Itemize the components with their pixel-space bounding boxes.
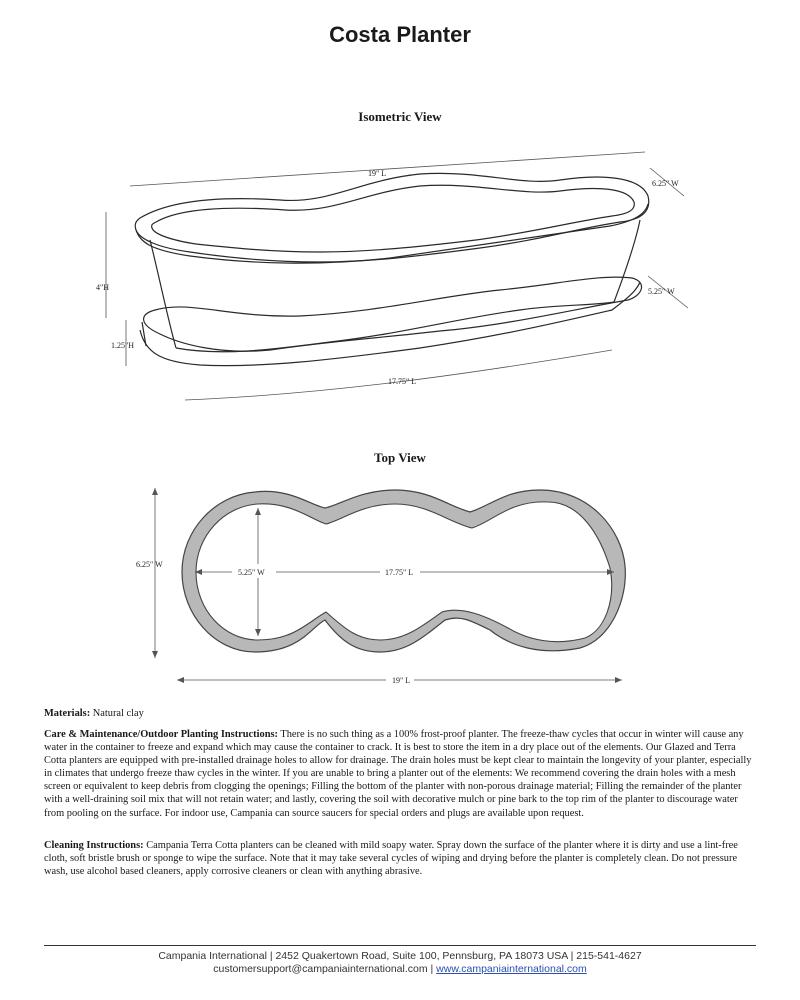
materials-text: Natural clay — [90, 708, 144, 719]
dim-inner-width: 5.25" W — [238, 568, 265, 577]
care-paragraph — [44, 728, 760, 820]
dim-outer-length: 19" L — [392, 676, 411, 685]
materials-paragraph — [44, 707, 760, 720]
planter-inner-rim — [152, 185, 635, 252]
isometric-view-heading: Isometric View — [358, 109, 442, 124]
page-title: Costa Planter — [329, 22, 471, 47]
isometric-view-drawing — [0, 140, 800, 415]
dim-saucer-height: 1.25"H — [111, 341, 135, 350]
top-view-drawing — [0, 480, 800, 695]
materials-label: Materials: — [44, 708, 91, 719]
footer-website-link[interactable]: www.campaniainternational.com — [436, 963, 587, 975]
care-text: There is no such thing as a 100% frost-proof planter. The freeze-thaw cycles that occur in winter will cause any water in the container to freeze and expand which may cause the container to crack. It is best to store the item in a dry place out of the elements. Our Glazed and Terra Cotta planters are equipped with pre-installed drainage holes to allow for drainage. The drain holes must be kept clear to maintain the longevity of your planter, especially in climates that undergo freeze thaw cycles in the winter. If you are unable to bring a planter out of the elements: We recommend covering the drain holes with a mesh screen or equivalent to keep debris from clogging the openings; Filling the bottom of the planter with non-porous drainage material; Filling the remainder of the planter with a well-draining soil mix that will not retain water; and lastly, covering the soil with decorative mulch or pine bark to the top rim of the planter to discourage water from pooling on the surface. For indoor use, Campania can source saucers for special orders and plugs are available upon request. — [44, 729, 752, 819]
dim-top-width: 6.25" W — [652, 179, 679, 188]
footer-contact — [0, 963, 800, 976]
cleaning-text: Campania Terra Cotta planters can be cleaned with mild soapy water. Spray down the surface of the planter where it is dirty and use a lint-free cloth, soft bristle brush or sponge to wipe the surface. Note that it may take several cycles of wiping and drying before the planter is completely clean. Do not pressure wash, use alcohol based cleaners, apply corrosive cleaners or clean with anything abrasive. — [44, 840, 738, 878]
dim-top-length: 19" L — [368, 169, 387, 178]
dim-saucer-width: 5.25" W — [648, 287, 675, 296]
dim-height: 4"H — [96, 283, 110, 292]
dim-inner-length: 17.75" L — [385, 568, 414, 577]
dim-base-length: 17.75" L — [388, 377, 417, 386]
saucer-rim — [144, 277, 642, 351]
dim-outer-width: 6.25" W — [136, 560, 163, 569]
planter-body-bottom — [176, 302, 614, 352]
care-label: Care & Maintenance/Outdoor Planting Instructions: — [44, 729, 278, 740]
footer-email: customersupport@campaniainternational.com — [213, 963, 428, 975]
saucer-base — [140, 282, 640, 366]
footer-address: Campania International | 2452 Quakertown Road, Suite 100, Pennsburg, PA 18073 USA | 215-541-4627 — [158, 950, 642, 962]
footer-separator: | — [427, 963, 437, 975]
cleaning-label: Cleaning Instructions: — [44, 840, 144, 851]
cleaning-paragraph — [44, 839, 760, 878]
footer — [0, 950, 800, 976]
footer-divider — [44, 945, 756, 946]
top-view-heading: Top View — [374, 450, 426, 465]
